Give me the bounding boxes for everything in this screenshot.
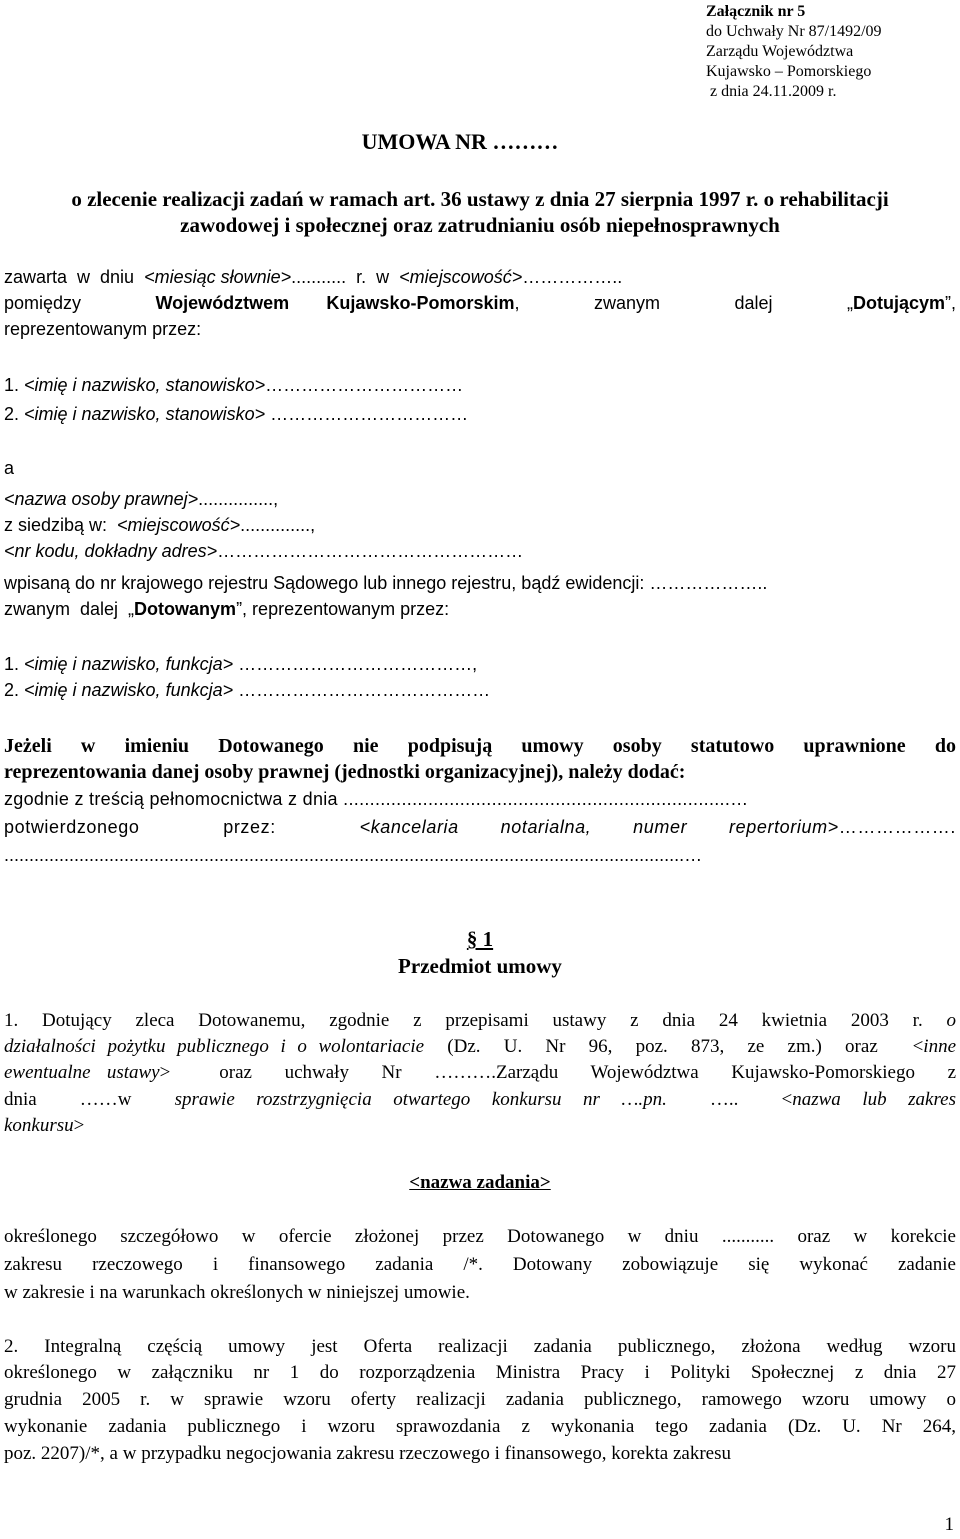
attachment-title: Załącznik nr 5	[706, 3, 806, 20]
section1-p1-line4: dnia ……w sprawie rozstrzygnięcia otwartego konkursu nr ….pn. ….. <nazwa lub zakres	[4, 1089, 956, 1110]
grantor-representative-1: 1. <imię i nazwisko, stanowisko>……………………………	[4, 375, 464, 395]
grantee-representative-1: 1. <imię i nazwisko, funkcja> …………………………………,	[4, 654, 478, 674]
section1-p1-line5: konkursu>	[4, 1115, 85, 1136]
grantee-term: Dotowanym	[134, 599, 237, 619]
section1-p1-line2: działalności pożytku publicznego i o wolontariacie (Dz. U. Nr 96, poz. 873, ze zm.) oraz <inne	[4, 1036, 957, 1057]
section1-p2-line3: w zakresie i na warunkach określonych w niniejszej umowie.	[4, 1282, 470, 1303]
proxy-line1: zgodnie z treścią pełnomocnictwa z dnia .........................................................................…	[4, 789, 749, 809]
month-placeholder: <miesiąc słownie>	[144, 267, 292, 287]
registry-line: wpisaną do nr krajowego rejestru Sądowego lub innego rejestru, bądź ewidencji: ………………..	[4, 573, 768, 593]
section1-p3-line3: grudnia 2005 r. w sprawie wzoru oferty realizacji zadania publicznego, ramowego wzoru umowy o	[4, 1389, 956, 1410]
entity-seat-line: z siedzibą w: <miejscowość>..............,	[4, 515, 316, 535]
section1-p3-line1: 2. Integralną częścią umowy jest Oferta realizacji zadania publicznego, złożona według wzoru	[4, 1336, 956, 1357]
section1-p3-line5: poz. 2207)/*, a w przypadku negocjowania zakresu rzeczowego i finansowego, korekta zakresu	[4, 1443, 731, 1464]
grantor-term: Dotującym	[852, 293, 945, 313]
agreement-subtitle-line1: o zlecenie realizacji zadań w ramach art. 36 ustawy z dnia 27 sierpnia 1997 r. o rehabilitacji	[71, 187, 889, 211]
voivodeship-name: Kujawsko – Pomorskiego	[706, 63, 872, 80]
place-placeholder: <miejscowość>	[399, 267, 523, 287]
section1-p3-line2: określonego w załączniku nr 1 do rozporządzenia Ministra Pracy i Polityki Społecznej z dnia 27	[4, 1362, 956, 1383]
section1-p1-line3: ewentualne ustawy> oraz uchwały Nr ……….Zarządu Województwa Kujawsko-Pomorskiego z	[4, 1062, 956, 1083]
entity-name-line: <nazwa osoby prawnej>...............,	[4, 489, 279, 509]
grantee-called-line: zwanym dalej „Dotowanym”, reprezentowanym przez:	[4, 599, 450, 619]
agreement-title: UMOWA NR ………	[361, 129, 559, 154]
entity-address-line: <nr kodu, dokładny adres>……………………………………………	[4, 541, 524, 561]
proxy-note-line1: Jeżeli w imieniu Dotowanego nie podpisują umowy osoby statutowo uprawnione do	[4, 735, 956, 757]
task-name-placeholder: <nazwa zadania>	[409, 1172, 551, 1193]
section1-p2-line2: zakresu rzeczowego i finansowego zadania /*. Dotowany zobowiązuje się wykonać zadanie	[4, 1254, 956, 1275]
resolution-number: do Uchwały Nr 87/1492/09	[706, 23, 882, 40]
resolution-date: z dnia 24.11.2009 r.	[706, 83, 837, 100]
proxy-note-line2: reprezentowania danej osoby prawnej (jednostki organizacyjnej), należy dodać:	[4, 761, 686, 783]
between-line: pomiędzy Województwem Kujawsko-Pomorskim, zwanym dalej „Dotującym”,	[4, 293, 956, 313]
section-1-mark: § 1	[466, 927, 494, 951]
attachment-header	[706, 2, 882, 102]
proxy-line2: potwierdzonego przez: <kancelaria notarialna, numer repertorium>……………….	[4, 817, 956, 837]
represented-by: reprezentowanym przez:	[4, 319, 202, 339]
concluded-line: zawarta w dniu <miesiąc słownie>........... r. w <miejscowość>……………..	[4, 267, 623, 287]
proxy-line3: ........................................................................................................................................…	[4, 845, 703, 865]
voivodeship-party: Województwem Kujawsko-Pomorskim	[155, 293, 515, 313]
board-name: Zarządu Województwa	[706, 43, 854, 60]
section1-p1-line1: 1. Dotujący zleca Dotowanemu, zgodnie z przepisami ustawy z dnia 24 kwietnia 2003 r. o	[4, 1010, 956, 1031]
section-1-title: Przedmiot umowy	[398, 954, 562, 978]
page-number: 1	[944, 1514, 954, 1536]
section1-p3-line4: wykonanie zadania publicznego i wzoru sprawozdania z wykonania tego zadania (Dz. U. Nr 264,	[4, 1416, 956, 1437]
and-conjunction: a	[4, 458, 15, 478]
grantee-representative-2: 2. <imię i nazwisko, funkcja> ……………………………………	[4, 680, 491, 700]
section1-p2-line1: określonego szczegółowo w ofercie złożonej przez Dotowanego w dniu ........... oraz w korekcie	[4, 1226, 956, 1247]
grantor-representative-2: 2. <imię i nazwisko, stanowisko> ……………………………	[4, 404, 469, 424]
agreement-subtitle-line2: zawodowej i społecznej oraz zatrudnianiu osób niepełnosprawnych	[180, 213, 780, 237]
